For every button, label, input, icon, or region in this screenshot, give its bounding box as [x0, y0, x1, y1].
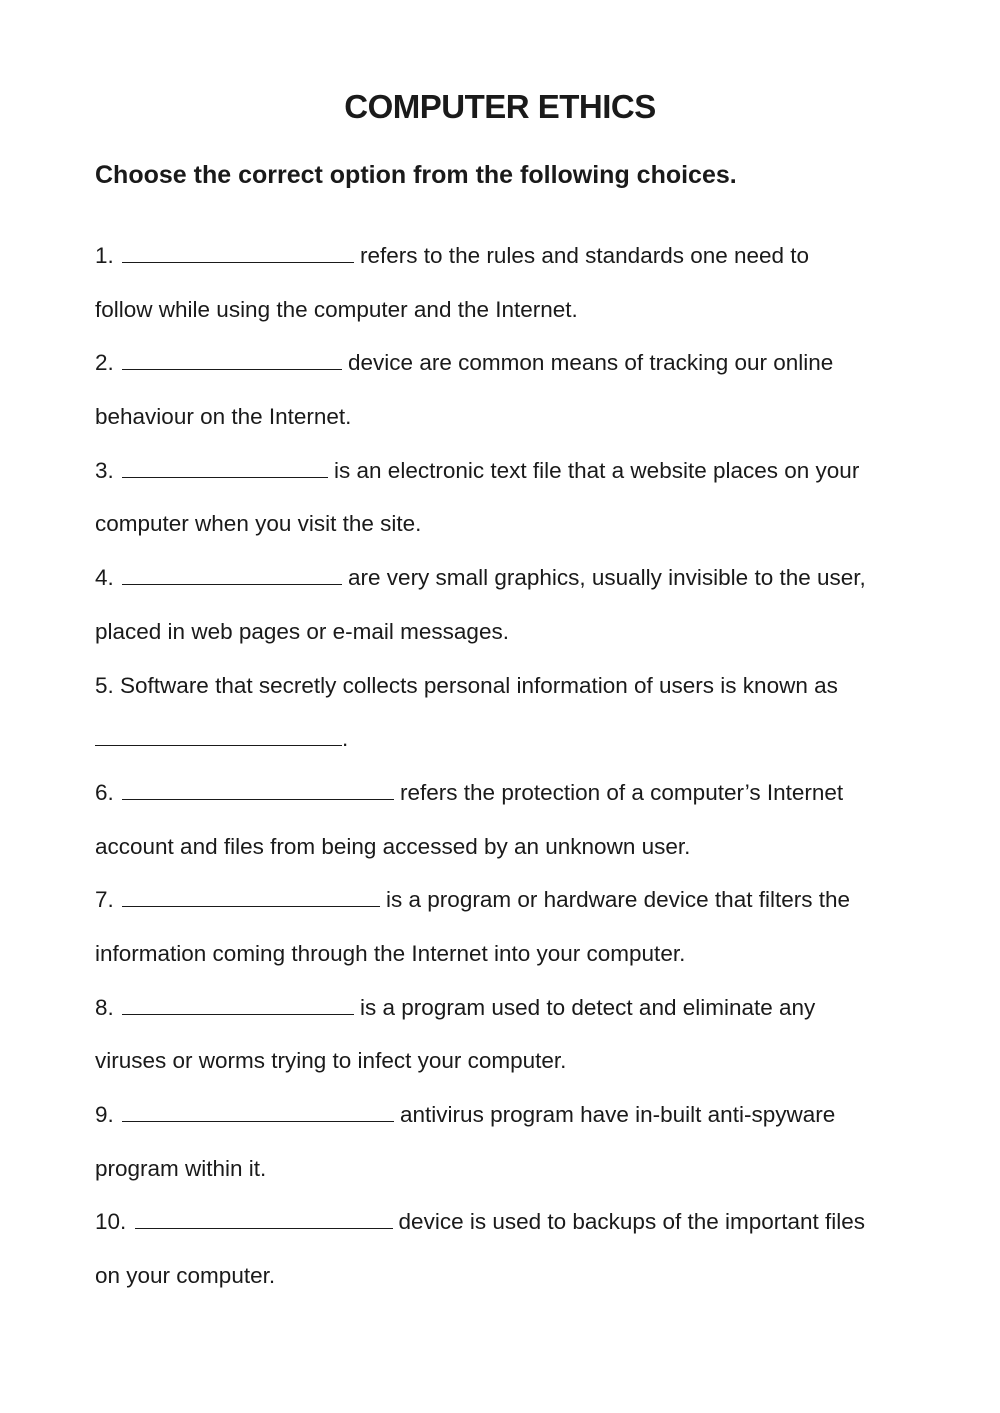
question-number: 9. — [95, 1102, 114, 1127]
question-text: behaviour on the Internet. — [95, 404, 352, 430]
question-text: device are common means of tracking our online — [348, 350, 834, 376]
question-3 — [95, 444, 925, 498]
question-text: is an electronic text file that a website places on your — [334, 457, 860, 483]
question-5 — [95, 659, 925, 713]
answer-blank[interactable] — [122, 886, 380, 907]
answer-blank[interactable] — [135, 1208, 393, 1229]
question-text: information coming through the Internet into your computer. — [95, 940, 686, 966]
question-8 — [95, 981, 925, 1035]
question-4 — [95, 551, 925, 605]
question-number: 5. — [95, 672, 114, 698]
question-9 — [95, 1088, 925, 1142]
question-text: is a program or hardware device that filters the — [386, 887, 850, 913]
question-7 — [95, 873, 925, 927]
question-text: program within it. — [95, 1155, 267, 1181]
answer-blank[interactable] — [122, 564, 342, 585]
question-2-continuation — [95, 390, 925, 444]
question-number: 2. — [95, 350, 114, 376]
question-1-continuation — [95, 283, 925, 337]
question-9-continuation — [95, 1142, 925, 1196]
question-list — [95, 229, 925, 1303]
question-number: 8. — [95, 994, 114, 1020]
answer-blank[interactable] — [122, 349, 342, 370]
page-title: COMPUTER ETHICS — [344, 88, 656, 125]
question-2 — [95, 336, 925, 390]
question-text: follow while using the computer and the Internet. — [95, 296, 578, 322]
question-text: antivirus program have in-built anti-spyware — [400, 1102, 836, 1127]
question-number: 3. — [95, 457, 114, 483]
question-text: computer when you visit the site. — [95, 511, 422, 537]
question-6-continuation — [95, 820, 925, 874]
question-text: device is used to backups of the important files — [398, 1209, 866, 1235]
question-text: refers the protection of a computer’s Internet — [400, 779, 844, 805]
question-4-continuation — [95, 605, 925, 659]
question-number: 6. — [95, 779, 114, 805]
question-5-continuation — [95, 712, 925, 766]
question-3-continuation — [95, 497, 925, 551]
question-text: is a program used to detect and eliminate any — [360, 994, 816, 1020]
question-text: Software that secretly collects personal information of users is known as — [120, 672, 838, 698]
question-1 — [95, 229, 925, 283]
answer-blank[interactable] — [122, 457, 328, 478]
question-7-continuation — [95, 927, 925, 981]
instruction-text: Choose the correct option from the following choices. — [95, 161, 737, 189]
question-number: 7. — [95, 887, 114, 913]
question-number: 10. — [95, 1209, 127, 1235]
answer-blank[interactable] — [122, 1101, 394, 1122]
question-10-continuation — [95, 1249, 925, 1303]
question-text: viruses or worms trying to infect your computer. — [95, 1048, 567, 1074]
question-text: are very small graphics, usually invisible to the user, — [348, 565, 866, 591]
question-text: refers to the rules and standards one need to — [360, 243, 810, 268]
question-text: on your computer. — [95, 1263, 276, 1289]
question-text: placed in web pages or e-mail messages. — [95, 618, 509, 644]
answer-blank[interactable] — [122, 994, 354, 1015]
question-8-continuation — [95, 1034, 925, 1088]
answer-blank[interactable] — [122, 779, 394, 800]
question-6 — [95, 766, 925, 820]
question-text: account and files from being accessed by an unknown user. — [95, 833, 691, 859]
question-number: 1. — [95, 243, 114, 268]
question-number: 4. — [95, 565, 114, 591]
question-10 — [95, 1195, 925, 1249]
question-end-punctuation: . — [342, 726, 349, 752]
answer-blank[interactable] — [122, 242, 354, 263]
answer-blank[interactable] — [95, 725, 342, 746]
